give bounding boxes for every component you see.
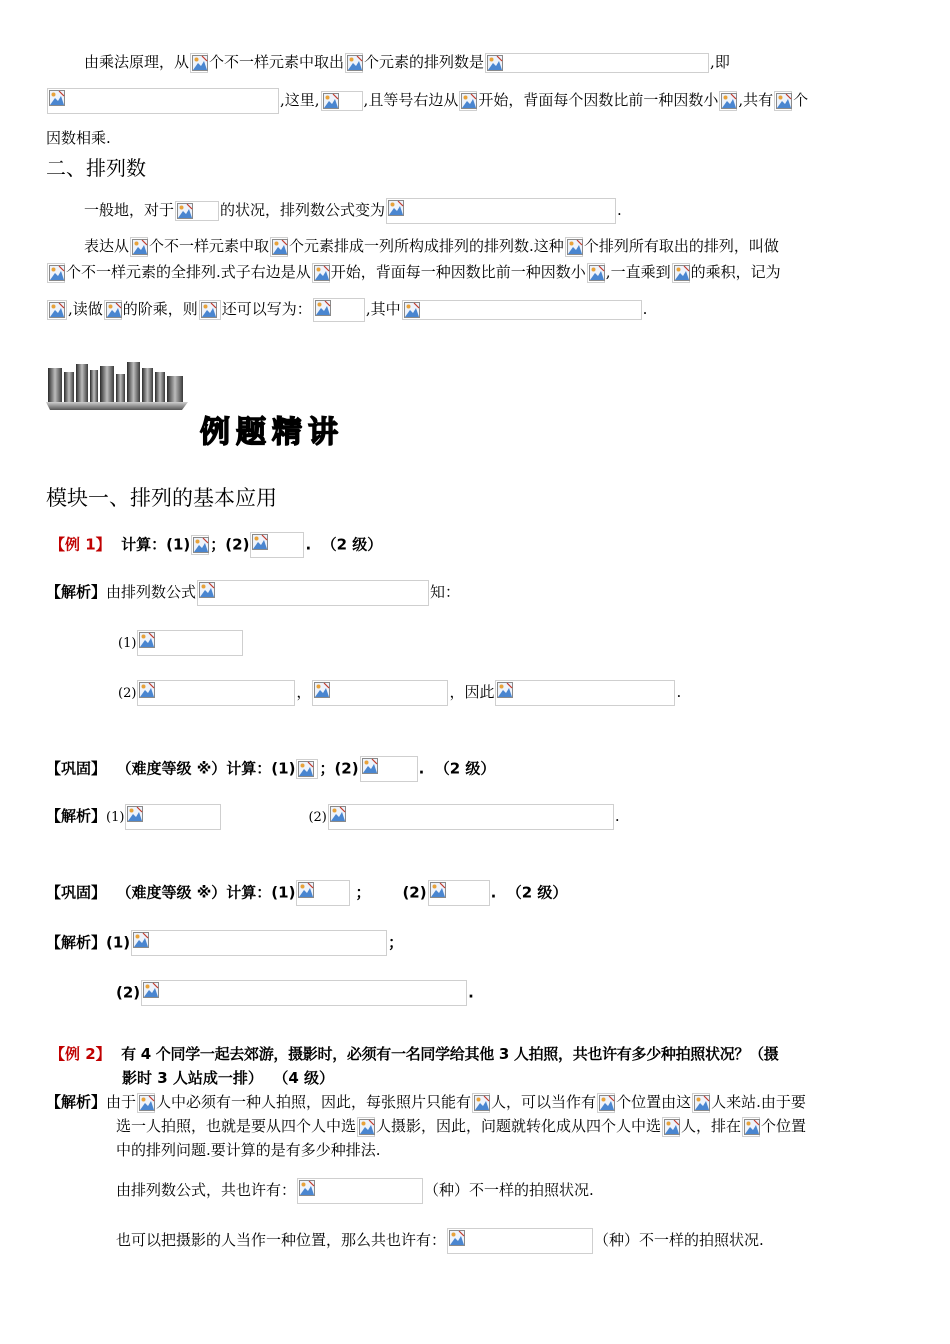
intro-line-1: 由乘法原理，从 个不一样元素中取出 个元素的排列数是 ,即 xyxy=(84,53,730,71)
broken-image-icon xyxy=(143,982,159,998)
consolidation-tag: 【巩固】 xyxy=(46,883,107,902)
formula-image xyxy=(386,198,616,224)
example-2-question-1: 【例 2】 有 4 个同学一起去郊游，摄影时，必须有一名同学给其他 3 人拍照，共也许有多少种拍照状况？（摄 xyxy=(50,1045,779,1063)
formula-image xyxy=(402,300,642,320)
broken-image-icon xyxy=(487,55,503,71)
formula-image xyxy=(719,91,737,111)
broken-image-icon xyxy=(298,761,314,777)
broken-image-icon xyxy=(272,239,288,255)
formula-image xyxy=(296,759,318,779)
example-1-analysis: 【解析】由排列数公式 知： xyxy=(46,580,460,606)
formula-image xyxy=(190,53,208,73)
formula-image xyxy=(141,980,467,1006)
broken-image-icon xyxy=(362,758,378,774)
broken-image-icon xyxy=(201,302,217,318)
section-heading: 二、排列数 xyxy=(46,156,146,180)
broken-image-icon xyxy=(599,1095,615,1111)
example-1-step-2: (2) ， ，因此 . xyxy=(118,680,681,706)
formula-image xyxy=(587,263,605,283)
example-2-analysis-4: 由排列数公式，共也许有： （种）不一样的拍照状况. xyxy=(116,1178,594,1204)
broken-image-icon xyxy=(347,55,363,71)
broken-image-icon xyxy=(359,1119,375,1135)
broken-image-icon xyxy=(139,682,155,698)
example-tag: 【例 2】 xyxy=(50,1045,111,1063)
broken-image-icon xyxy=(49,90,65,106)
bookshelf-icon xyxy=(46,356,188,412)
consolidation-1-question: 【巩固】 （难度等级 ※）计算：(1) ；(2) . （2 级） xyxy=(46,756,495,782)
formula-image xyxy=(565,237,583,257)
broken-image-icon xyxy=(199,582,215,598)
broken-image-icon xyxy=(127,806,143,822)
formula-image xyxy=(191,535,209,555)
broken-image-icon xyxy=(323,93,339,109)
example-tag: 【例 1】 xyxy=(50,535,111,554)
example-2-analysis-1: 【解析】由于 人中必须有一种人拍照，因此，每张照片只能有 人，可以当作有 个位置由这 人来站.由于要 xyxy=(46,1093,806,1111)
broken-image-icon xyxy=(192,55,208,71)
broken-image-icon xyxy=(449,1230,465,1246)
formula-image xyxy=(428,880,490,906)
formula-image xyxy=(447,1228,593,1254)
banner-title: 例题精讲 xyxy=(200,415,344,450)
broken-image-icon xyxy=(744,1119,760,1135)
broken-image-icon xyxy=(589,265,605,281)
consolidation-2-question: 【巩固】 （难度等级 ※）计算：(1) ； (2) . （2 级） xyxy=(46,880,567,906)
analysis-tag: 【解析】 xyxy=(46,583,107,601)
broken-image-icon xyxy=(298,882,314,898)
example-1-question: 【例 1】 计算：(1) ；(2) . （2 级） xyxy=(50,532,382,558)
module-heading: 模块一、排列的基本应用 xyxy=(46,486,277,510)
analysis-tag: 【解析】 xyxy=(46,1093,107,1111)
analysis-tag: 【解析】 xyxy=(46,807,107,825)
intro-line-3: 因数相乘. xyxy=(46,129,111,147)
broken-image-icon xyxy=(252,534,268,550)
example-1-step-1: (1) xyxy=(118,630,244,656)
formula-image xyxy=(774,91,792,111)
broken-image-icon xyxy=(330,806,346,822)
broken-image-icon xyxy=(139,1095,155,1111)
formula-image xyxy=(104,300,122,320)
broken-image-icon xyxy=(430,882,446,898)
section2-line-2: 表达从 个不一样元素中取 个元素排成一列所构成排列的排列数.这种 个排列所有取出的排列，叫做 xyxy=(84,237,779,255)
formula-image xyxy=(47,263,65,283)
formula-image xyxy=(672,263,690,283)
broken-image-icon xyxy=(49,302,65,318)
formula-image xyxy=(137,680,295,706)
formula-image xyxy=(47,300,67,320)
formula-image xyxy=(47,88,279,114)
formula-image xyxy=(131,930,387,956)
broken-image-icon xyxy=(721,93,737,109)
broken-image-icon xyxy=(299,1180,315,1196)
consolidation-2-analysis-1: 【解析】(1) ； xyxy=(46,930,403,956)
broken-image-icon xyxy=(404,302,420,318)
example-2-analysis-3: 中的排列问题.要计算的是有多少种排法. xyxy=(116,1141,381,1159)
broken-image-icon xyxy=(461,93,477,109)
broken-image-icon xyxy=(674,265,690,281)
broken-image-icon xyxy=(314,682,330,698)
formula-image xyxy=(662,1117,680,1137)
formula-image xyxy=(270,237,288,257)
formula-image xyxy=(345,53,363,73)
formula-image xyxy=(360,756,418,782)
broken-image-icon xyxy=(694,1095,710,1111)
formula-image xyxy=(197,580,429,606)
broken-image-icon xyxy=(388,200,404,216)
formula-image xyxy=(125,804,221,830)
broken-image-icon xyxy=(664,1119,680,1135)
formula-image xyxy=(472,1093,490,1113)
formula-image xyxy=(312,680,448,706)
formula-image xyxy=(328,804,614,830)
example-2-analysis-2: 选一人拍照，也就是要从四个人中选 人摄影，因此，问题就转化成从四个人中选 人，排在 个位置 xyxy=(116,1117,807,1135)
formula-image xyxy=(175,201,219,221)
broken-image-icon xyxy=(567,239,583,255)
formula-image xyxy=(459,91,477,111)
section2-line-3: 个不一样元素的全排列.式子右边是从 开始，背面每一种因数比前一种因数小 ,一直乘到 的乘积，记为 xyxy=(46,262,781,283)
formula-image xyxy=(296,880,350,906)
broken-image-icon xyxy=(314,265,330,281)
formula-image xyxy=(250,532,304,558)
section2-line-4: ,读做 的阶乘，则 还可以写为： ,其中 . xyxy=(46,298,647,322)
example-2-question-2: 影时 3 人站成一排） （4 级） xyxy=(122,1069,335,1087)
consolidation-2-analysis-2: (2) . xyxy=(116,980,474,1006)
formula-image xyxy=(199,300,221,320)
broken-image-icon xyxy=(133,932,149,948)
formula-image xyxy=(485,53,709,73)
broken-image-icon xyxy=(315,300,331,316)
section2-line-1: 一般地，对于 的状况，排列数公式变为 . xyxy=(84,198,622,224)
formula-image xyxy=(130,237,148,257)
broken-image-icon xyxy=(106,302,122,318)
broken-image-icon xyxy=(497,682,513,698)
consolidation-1-analysis: 【解析】(1) (2) . xyxy=(46,804,620,830)
formula-image xyxy=(297,1178,423,1204)
formula-image xyxy=(321,91,363,111)
broken-image-icon xyxy=(139,632,155,648)
analysis-tag: 【解析】 xyxy=(46,933,107,952)
broken-image-icon xyxy=(474,1095,490,1111)
broken-image-icon xyxy=(776,93,792,109)
formula-image xyxy=(357,1117,375,1137)
formula-image xyxy=(597,1093,615,1113)
intro-line-2: ,这里, ,且等号右边从 开始，背面每个因数比前一种因数小 ,共有 个 xyxy=(46,88,808,114)
broken-image-icon xyxy=(193,537,209,553)
formula-image xyxy=(137,630,243,656)
formula-image xyxy=(137,1093,155,1113)
example-2-analysis-5: 也可以把摄影的人当作一种位置，那么共也许有： （种）不一样的拍照状况. xyxy=(116,1228,764,1254)
broken-image-icon xyxy=(177,203,193,219)
formula-image xyxy=(495,680,675,706)
broken-image-icon xyxy=(132,239,148,255)
formula-image xyxy=(692,1093,710,1113)
consolidation-tag: 【巩固】 xyxy=(46,759,107,778)
formula-image xyxy=(313,298,365,322)
broken-image-icon xyxy=(49,265,65,281)
formula-image xyxy=(742,1117,760,1137)
formula-image xyxy=(312,263,330,283)
